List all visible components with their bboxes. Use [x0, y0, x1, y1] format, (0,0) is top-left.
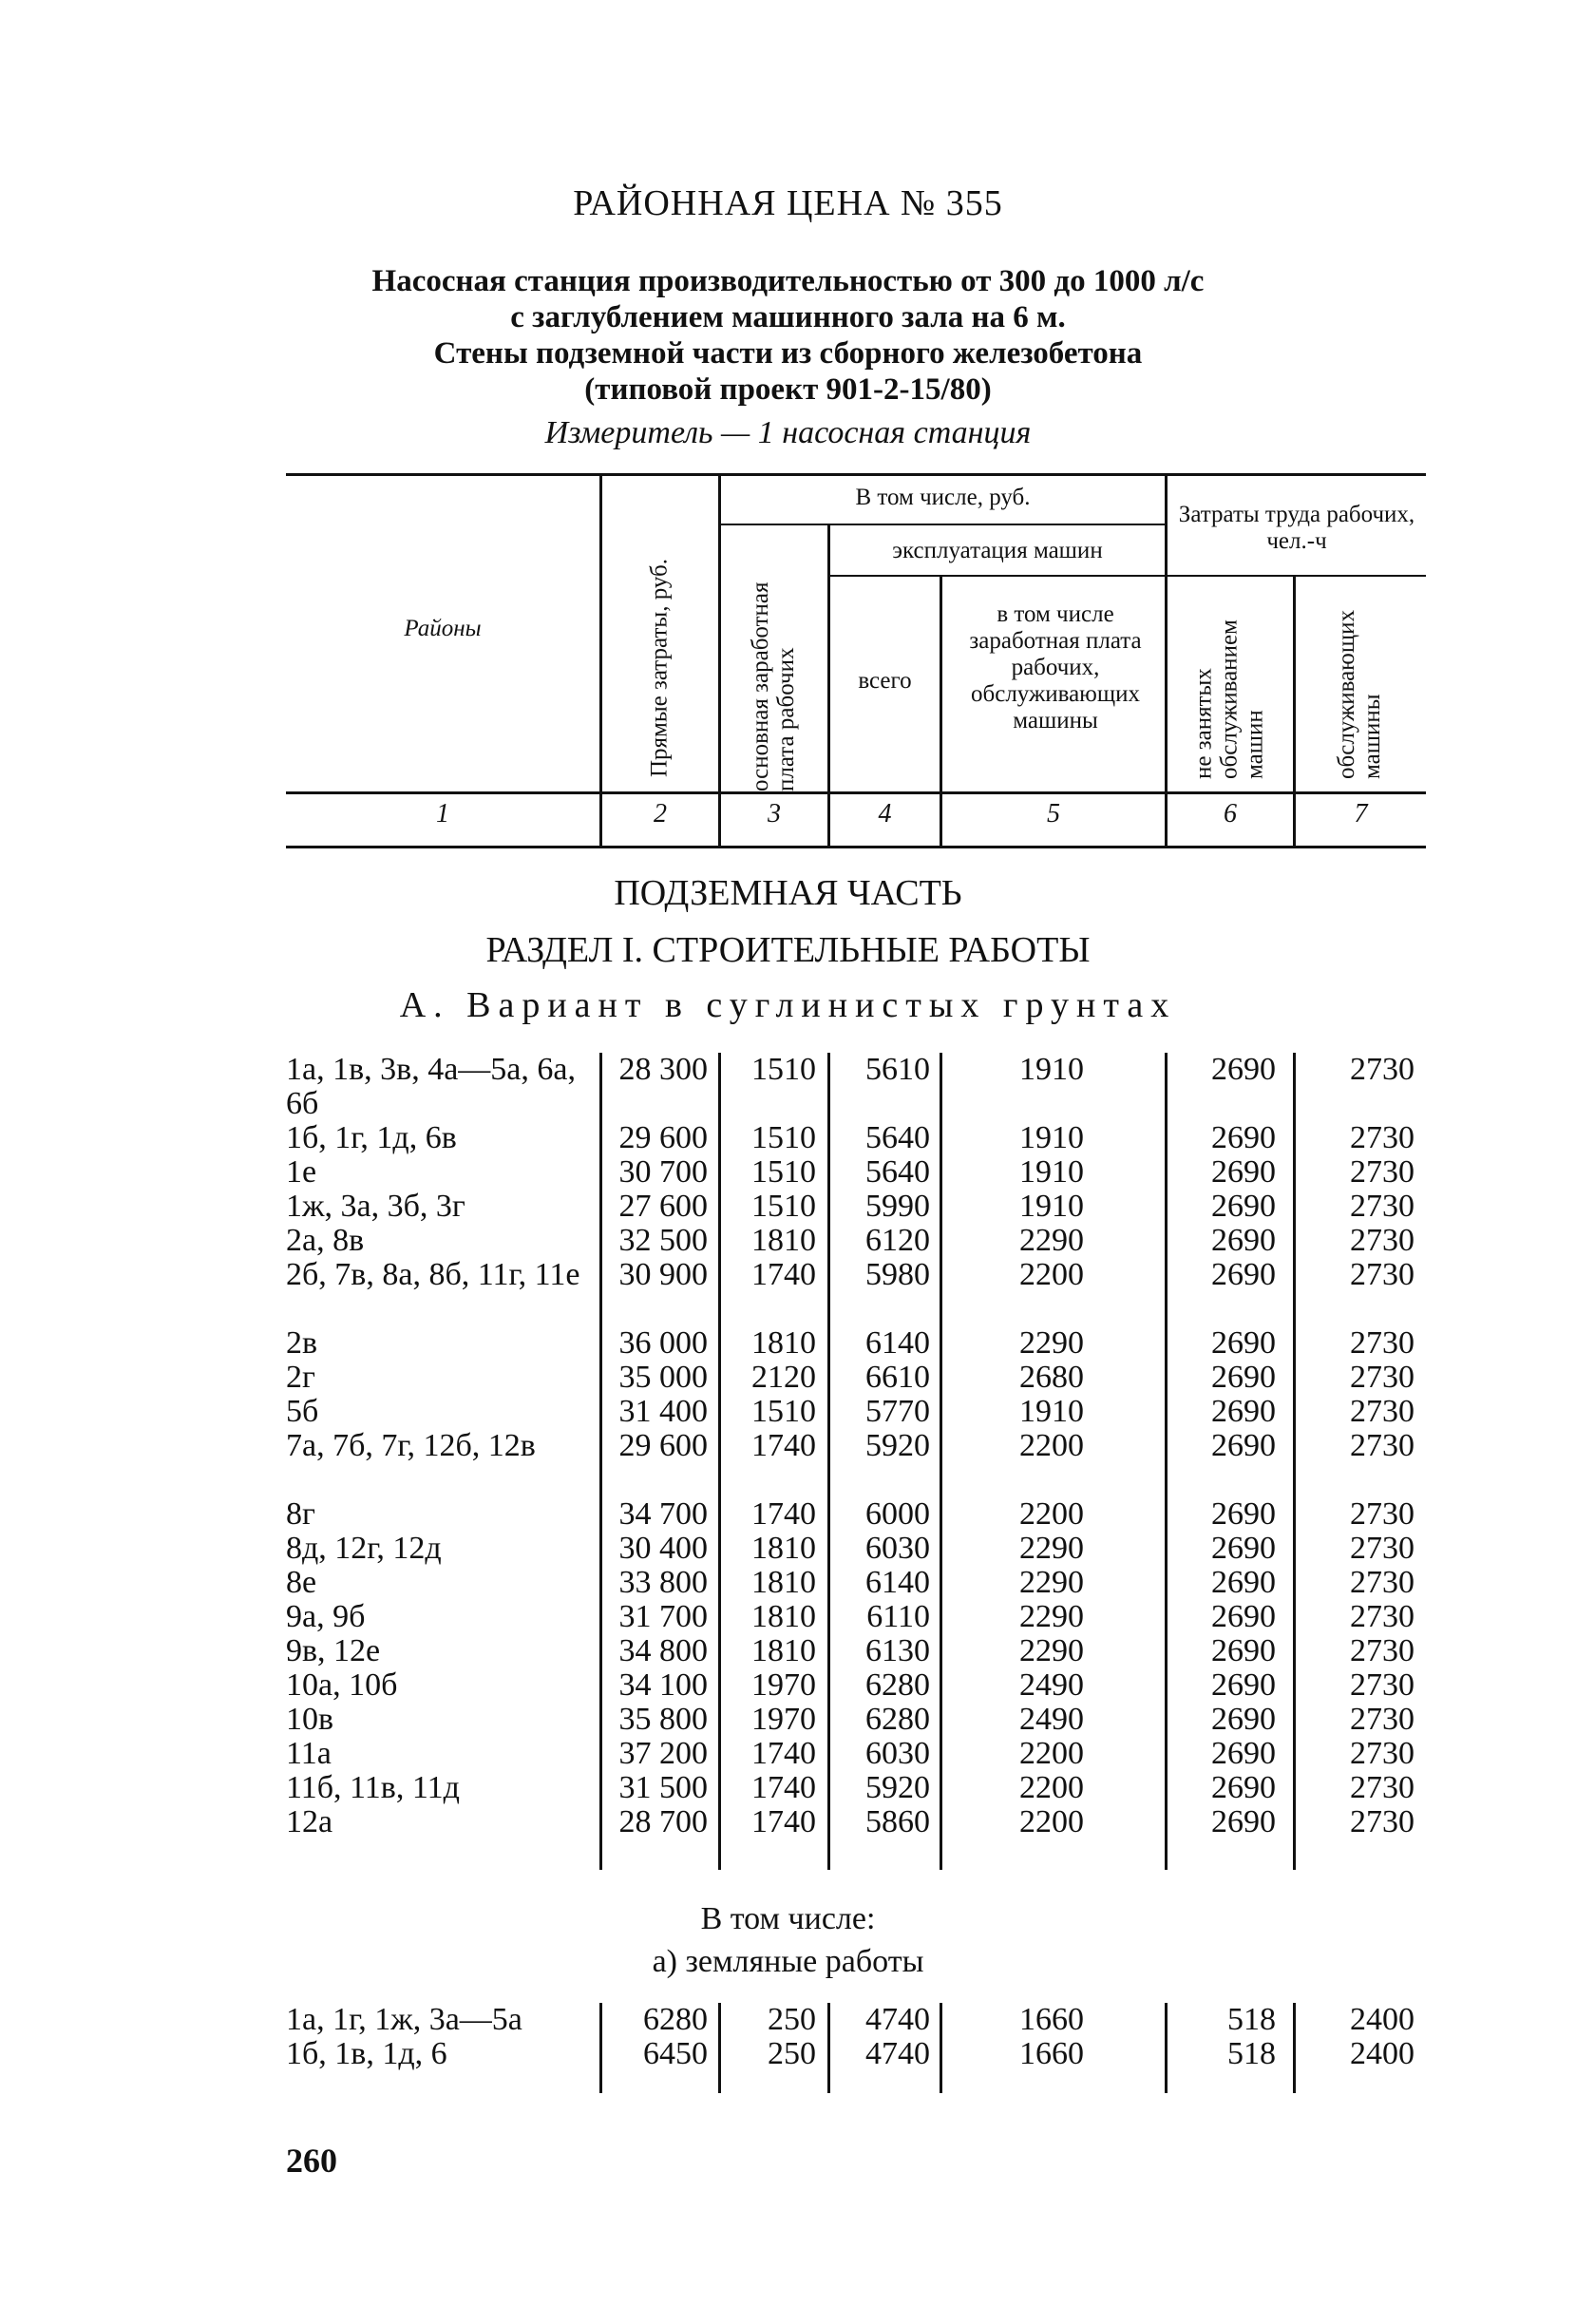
section-division-heading: РАЗДЕЛ I. СТРОИТЕЛЬНЫЕ РАБОТЫ [485, 930, 1091, 970]
value-cell-c7: 2730 [1350, 1496, 1415, 1532]
value-cell-c5: 1660 [1019, 2036, 1084, 2071]
region-cell: 11а [286, 1736, 332, 1771]
value-cell-c4: 5770 [865, 1394, 930, 1429]
value-cell-c5: 2290 [1019, 1325, 1084, 1361]
value-cell-c3: 1510 [751, 1154, 816, 1190]
value-cell-c2: 35 000 [618, 1360, 708, 1395]
value-cell-c7: 2730 [1350, 1565, 1415, 1600]
region-cell: 5б [286, 1394, 319, 1429]
col-base-wage-label: основная заработная плата рабочих [748, 581, 799, 791]
region-cell: 11б, 11в, 11д [286, 1770, 460, 1805]
col-number-6: 6 [1224, 799, 1237, 829]
group-machines-label: эксплуатация машин [892, 538, 1103, 563]
table-header [286, 473, 1426, 850]
value-cell-c5: 2290 [1019, 1599, 1084, 1634]
value-cell-c2: 31 400 [618, 1394, 708, 1429]
table-vline-1 [599, 2003, 602, 2093]
value-cell-c7: 2730 [1350, 1223, 1415, 1258]
value-cell-c5: 1910 [1019, 1189, 1084, 1224]
value-cell-c2: 32 500 [618, 1223, 708, 1258]
col-number-3: 3 [768, 799, 781, 829]
value-cell-c3: 1810 [751, 1223, 816, 1258]
value-cell-c7: 2730 [1350, 1428, 1415, 1463]
value-cell-c7: 2730 [1350, 1052, 1415, 1087]
col-number-4: 4 [878, 799, 892, 829]
value-cell-c6: 2690 [1211, 1667, 1276, 1703]
value-cell-c4: 4740 [865, 2002, 930, 2037]
region-cell: 8е [286, 1565, 317, 1600]
value-cell-c5: 2290 [1019, 1565, 1084, 1600]
value-cell-c2: 31 700 [618, 1599, 708, 1634]
value-cell-c5: 1910 [1019, 1154, 1084, 1190]
table-vline-5 [1165, 2003, 1168, 2093]
value-cell-c3: 1810 [751, 1325, 816, 1361]
value-cell-c2: 34 700 [618, 1496, 708, 1532]
value-cell-c4: 5610 [865, 1052, 930, 1087]
col-machine-operators-label: обслуживающих машины [1334, 610, 1385, 779]
value-cell-c3: 1740 [751, 1736, 816, 1771]
value-cell-c6: 2690 [1211, 1702, 1276, 1737]
value-cell-c4: 6140 [865, 1565, 930, 1600]
value-cell-c4: 6000 [865, 1496, 930, 1532]
value-cell-c7: 2730 [1350, 1804, 1415, 1839]
value-cell-c7: 2730 [1350, 1702, 1415, 1737]
table-vline-5 [1165, 1053, 1168, 1870]
value-cell-c5: 2200 [1019, 1804, 1084, 1839]
value-cell-c7: 2730 [1350, 1120, 1415, 1155]
subtitle-line-1: Насосная станция производительностью от 300 до 1000 л/с [371, 264, 1205, 298]
value-cell-c5: 2200 [1019, 1428, 1084, 1463]
value-cell-c3: 1740 [751, 1496, 816, 1532]
value-cell-c2: 6450 [643, 2036, 708, 2071]
value-cell-c4: 6110 [866, 1599, 930, 1634]
value-cell-c3: 1740 [751, 1770, 816, 1805]
value-cell-c3: 1510 [751, 1394, 816, 1429]
main-data-table [286, 1053, 1426, 1870]
col-number-1: 1 [436, 799, 449, 829]
value-cell-c5: 2490 [1019, 1702, 1084, 1737]
value-cell-c4: 6030 [865, 1736, 930, 1771]
value-cell-c4: 6030 [865, 1531, 930, 1566]
value-cell-c5: 1660 [1019, 2002, 1084, 2037]
value-cell-c2: 29 600 [618, 1428, 708, 1463]
region-cell: 1а, 1г, 1ж, 3а—5а [286, 2002, 522, 2037]
value-cell-c5: 2290 [1019, 1223, 1084, 1258]
region-cell: 1а, 1в, 3в, 4а—5а, 6а, 6б [286, 1052, 576, 1121]
value-cell-c4: 5920 [865, 1428, 930, 1463]
table-vline-2 [718, 1053, 721, 1870]
value-cell-c4: 6280 [865, 1702, 930, 1737]
including-heading: В том числе: [700, 1901, 876, 1936]
table-vline-2 [718, 2003, 721, 2093]
value-cell-c7: 2730 [1350, 1599, 1415, 1634]
value-cell-c4: 5920 [865, 1770, 930, 1805]
value-cell-c3: 250 [768, 2036, 816, 2071]
value-cell-c7: 2730 [1350, 1394, 1415, 1429]
region-cell: 1ж, 3а, 3б, 3г [286, 1189, 465, 1224]
region-cell: 9в, 12е [286, 1633, 381, 1668]
table-vline-4 [940, 1053, 942, 1870]
value-cell-c3: 1740 [751, 1804, 816, 1839]
value-cell-c2: 36 000 [618, 1325, 708, 1361]
value-cell-c4: 6130 [865, 1633, 930, 1668]
value-cell-c6: 2690 [1211, 1120, 1276, 1155]
value-cell-c2: 30 700 [618, 1154, 708, 1190]
value-cell-c7: 2730 [1350, 1154, 1415, 1190]
value-cell-c6: 2690 [1211, 1223, 1276, 1258]
value-cell-c5: 2290 [1019, 1531, 1084, 1566]
value-cell-c6: 2690 [1211, 1052, 1276, 1087]
earthworks-heading: а) земляные работы [652, 1944, 924, 1979]
region-cell: 2г [286, 1360, 315, 1395]
value-cell-c6: 2690 [1211, 1565, 1276, 1600]
value-cell-c5: 2290 [1019, 1633, 1084, 1668]
region-cell: 8г [286, 1496, 315, 1532]
value-cell-c2: 37 200 [618, 1736, 708, 1771]
subtitle-line-3: Стены подземной части из сборного железобетона [433, 336, 1143, 371]
value-cell-c7: 2730 [1350, 1770, 1415, 1805]
value-cell-c3: 1810 [751, 1599, 816, 1634]
table-vline-6 [1293, 1053, 1296, 1870]
value-cell-c6: 2690 [1211, 1394, 1276, 1429]
value-cell-c2: 29 600 [618, 1120, 708, 1155]
header-rule-numbers [286, 791, 1426, 794]
region-cell: 1е [286, 1154, 317, 1190]
col-number-5: 5 [1047, 799, 1060, 829]
value-cell-c7: 2400 [1350, 2036, 1415, 2071]
value-cell-c4: 5980 [865, 1257, 930, 1292]
value-cell-c4: 6610 [865, 1360, 930, 1395]
value-cell-c6: 2690 [1211, 1599, 1276, 1634]
table-vline-1 [599, 1053, 602, 1870]
value-cell-c3: 1810 [751, 1633, 816, 1668]
value-cell-c6: 2690 [1211, 1189, 1276, 1224]
value-cell-c5: 2200 [1019, 1770, 1084, 1805]
group-labor-label: Затраты труда рабочих, чел.-ч [1178, 502, 1415, 554]
value-cell-c6: 2690 [1211, 1154, 1276, 1190]
region-cell: 12а [286, 1804, 333, 1839]
header-top-rule [286, 473, 1426, 476]
value-cell-c5: 2200 [1019, 1736, 1084, 1771]
value-cell-c2: 28 300 [618, 1052, 708, 1087]
value-cell-c4: 6280 [865, 1667, 930, 1703]
region-cell: 10в [286, 1702, 334, 1737]
table-vline-3 [827, 2003, 830, 2093]
col-machine-wage-label: в том числе заработная плата рабочих, обслуживающих машины [969, 601, 1142, 733]
value-cell-c4: 6120 [865, 1223, 930, 1258]
group-including-label: В том числе, руб. [855, 485, 1031, 510]
value-cell-c5: 2680 [1019, 1360, 1084, 1395]
table-vline-4 [940, 2003, 942, 2093]
value-cell-c4: 4740 [865, 2036, 930, 2071]
col-not-machine-label: не занятых обслуживанием машин [1190, 619, 1268, 779]
region-cell: 2в [286, 1325, 318, 1361]
value-cell-c6: 518 [1227, 2002, 1276, 2037]
value-cell-c2: 35 800 [618, 1702, 708, 1737]
table-vline-3 [827, 1053, 830, 1870]
value-cell-c7: 2400 [1350, 2002, 1415, 2037]
value-cell-c3: 1740 [751, 1257, 816, 1292]
value-cell-c6: 2690 [1211, 1633, 1276, 1668]
col-total-label: всего [858, 668, 912, 694]
region-cell: 9а, 9б [286, 1599, 366, 1634]
earthworks-data-table [286, 2003, 1426, 2093]
value-cell-c3: 1810 [751, 1531, 816, 1566]
value-cell-c3: 1740 [751, 1428, 816, 1463]
value-cell-c5: 1910 [1019, 1394, 1084, 1429]
value-cell-c2: 30 900 [618, 1257, 708, 1292]
value-cell-c6: 2690 [1211, 1325, 1276, 1361]
value-cell-c7: 2730 [1350, 1531, 1415, 1566]
value-cell-c6: 2690 [1211, 1770, 1276, 1805]
value-cell-c2: 34 800 [618, 1633, 708, 1668]
value-cell-c7: 2730 [1350, 1360, 1415, 1395]
value-cell-c6: 2690 [1211, 1257, 1276, 1292]
section-part-heading: ПОДЗЕМНАЯ ЧАСТЬ [614, 873, 962, 913]
header-bottom-rule [286, 846, 1426, 848]
col-direct-costs-label: Прямые затраты, руб. [646, 558, 673, 778]
table-vline-6 [1293, 2003, 1296, 2093]
subtitle-line-2: с заглублением машинного зала на 6 м. [510, 300, 1066, 334]
value-cell-c2: 28 700 [618, 1804, 708, 1839]
value-cell-c3: 1510 [751, 1120, 816, 1155]
region-cell: 2б, 7в, 8а, 8б, 11г, 11е [286, 1257, 580, 1292]
value-cell-c4: 6140 [865, 1325, 930, 1361]
value-cell-c4: 5640 [865, 1120, 930, 1155]
col-number-2: 2 [654, 799, 667, 829]
value-cell-c2: 34 100 [618, 1667, 708, 1703]
value-cell-c3: 250 [768, 2002, 816, 2037]
value-cell-c2: 27 600 [618, 1189, 708, 1224]
region-cell: 10а, 10б [286, 1667, 398, 1703]
value-cell-c4: 5990 [865, 1189, 930, 1224]
header-vline-1 [599, 473, 602, 848]
value-cell-c4: 5640 [865, 1154, 930, 1190]
value-cell-c7: 2730 [1350, 1325, 1415, 1361]
header-rule-incl [718, 524, 1165, 525]
value-cell-c7: 2730 [1350, 1736, 1415, 1771]
value-cell-c5: 1910 [1019, 1120, 1084, 1155]
page-title: РАЙОННАЯ ЦЕНА № 355 [573, 183, 1003, 223]
value-cell-c2: 31 500 [618, 1770, 708, 1805]
subtitle-line-4: (типовой проект 901-2-15/80) [584, 372, 992, 407]
region-cell: 7а, 7б, 7г, 12б, 12в [286, 1428, 536, 1463]
value-cell-c6: 2690 [1211, 1804, 1276, 1839]
section-variant-heading: А. Вариант в суглинистых грунтах [399, 985, 1177, 1025]
value-cell-c3: 1970 [751, 1667, 816, 1703]
value-cell-c7: 2730 [1350, 1189, 1415, 1224]
value-cell-c5: 2490 [1019, 1667, 1084, 1703]
value-cell-c3: 1970 [751, 1702, 816, 1737]
region-cell: 2а, 8в [286, 1223, 365, 1258]
unit-of-measure: Измеритель — 1 насосная станция [544, 415, 1032, 450]
value-cell-c5: 1910 [1019, 1052, 1084, 1087]
value-cell-c6: 2690 [1211, 1496, 1276, 1532]
value-cell-c3: 2120 [751, 1360, 816, 1395]
value-cell-c3: 1510 [751, 1052, 816, 1087]
value-cell-c6: 2690 [1211, 1736, 1276, 1771]
value-cell-c3: 1510 [751, 1189, 816, 1224]
header-rule-machines [827, 575, 1165, 577]
value-cell-c2: 30 400 [618, 1531, 708, 1566]
page-number: 260 [286, 2142, 337, 2180]
value-cell-c6: 2690 [1211, 1531, 1276, 1566]
value-cell-c6: 2690 [1211, 1428, 1276, 1463]
value-cell-c6: 2690 [1211, 1360, 1276, 1395]
value-cell-c7: 2730 [1350, 1667, 1415, 1703]
col-number-7: 7 [1354, 799, 1368, 829]
value-cell-c5: 2200 [1019, 1257, 1084, 1292]
region-cell: 1б, 1в, 1д, 6 [286, 2036, 447, 2071]
col-regions-label: Районы [404, 616, 482, 641]
value-cell-c7: 2730 [1350, 1633, 1415, 1668]
value-cell-c2: 33 800 [618, 1565, 708, 1600]
value-cell-c6: 518 [1227, 2036, 1276, 2071]
header-vline-2 [718, 473, 721, 848]
region-cell: 1б, 1г, 1д, 6в [286, 1120, 457, 1155]
value-cell-c2: 6280 [643, 2002, 708, 2037]
value-cell-c3: 1810 [751, 1565, 816, 1600]
value-cell-c4: 5860 [865, 1804, 930, 1839]
value-cell-c5: 2200 [1019, 1496, 1084, 1532]
value-cell-c7: 2730 [1350, 1257, 1415, 1292]
region-cell: 8д, 12г, 12д [286, 1531, 442, 1566]
